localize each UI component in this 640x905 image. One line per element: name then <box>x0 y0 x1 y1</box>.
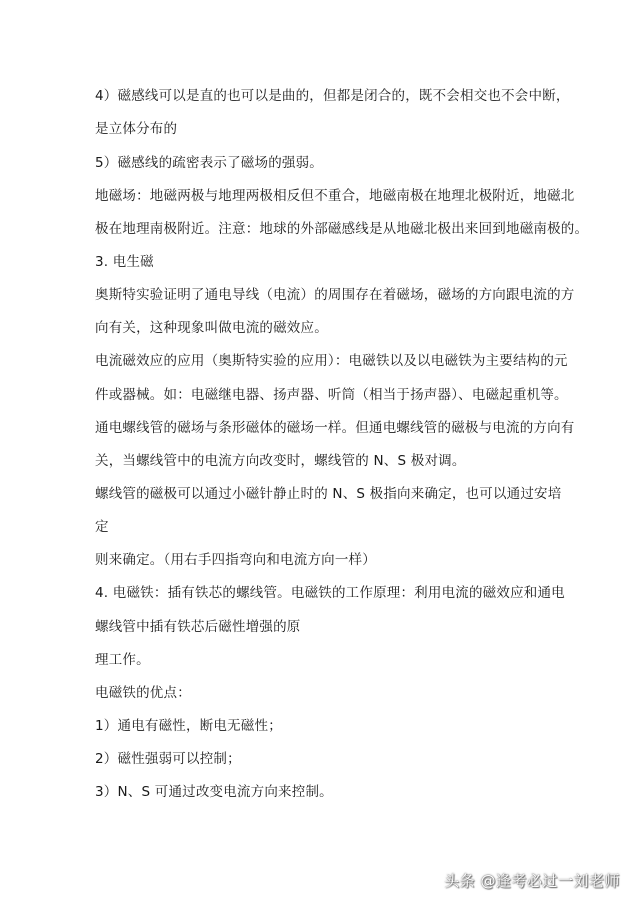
text-line: 螺线管的磁极可以通过小磁针静止时的 N、S 极指向来确定，也可以通过安培 <box>95 486 562 502</box>
text-line: 5）磁感线的疏密表示了磁场的强弱。 <box>95 155 323 171</box>
text-line: 2）磁性强弱可以控制； <box>95 751 241 767</box>
text-line: 关，当螺线管中的电流方向改变时，螺线管的 N、S 极对调。 <box>95 453 466 469</box>
text-line: 定 <box>95 519 109 535</box>
text-line: 奥斯特实验证明了通电导线（电流）的周围存在着磁场，磁场的方向跟电流的方 <box>95 287 575 303</box>
text-line: 件或器械。如：电磁继电器、扬声器、听筒（相当于扬声器）、电磁起重机等。 <box>95 387 568 403</box>
section-heading: 4. 电磁铁：插有铁芯的螺线管。电磁铁的工作原理：利用电流的磁效应和通电 <box>95 585 565 601</box>
text-line: 螺线管中插有铁芯后磁性增强的原 <box>95 619 301 635</box>
text-line: 电流磁效应的应用（奥斯特实验的应用）：电磁铁以及以电磁铁为主要结构的元 <box>95 353 568 369</box>
text-line: 电磁铁的优点： <box>95 685 191 701</box>
watermark: 头条 @逢考必过一刘老师 <box>444 872 620 890</box>
text-line: 则来确定。（用右手四指弯向和电流方向一样） <box>95 552 376 568</box>
text-line: 3）N、S 可通过改变电流方向来控制。 <box>95 784 333 800</box>
text-line: 是立体分布的 <box>95 121 178 137</box>
section-heading: 3. 电生磁 <box>95 254 154 270</box>
text-line: 向有关，这种现象叫做电流的磁效应。 <box>95 320 328 336</box>
text-line: 理工作。 <box>95 652 150 668</box>
text-line: 地磁场：地磁两极与地理两极相反但不重合，地磁南极在地理北极附近，地磁北 <box>95 188 575 204</box>
text-line: 4）磁感线可以是直的也可以是曲的，但都是闭合的，既不会相交也不会中断， <box>95 88 570 104</box>
text-line: 1）通电有磁性，断电无磁性； <box>95 718 282 734</box>
text-line: 通电螺线管的磁场与条形磁体的磁场一样。但通电螺线管的磁极与电流的方向有 <box>95 420 575 436</box>
text-line: 极在地理南极附近。注意：地球的外部磁感线是从地磁北极出来回到地磁南极的。 <box>95 221 589 237</box>
